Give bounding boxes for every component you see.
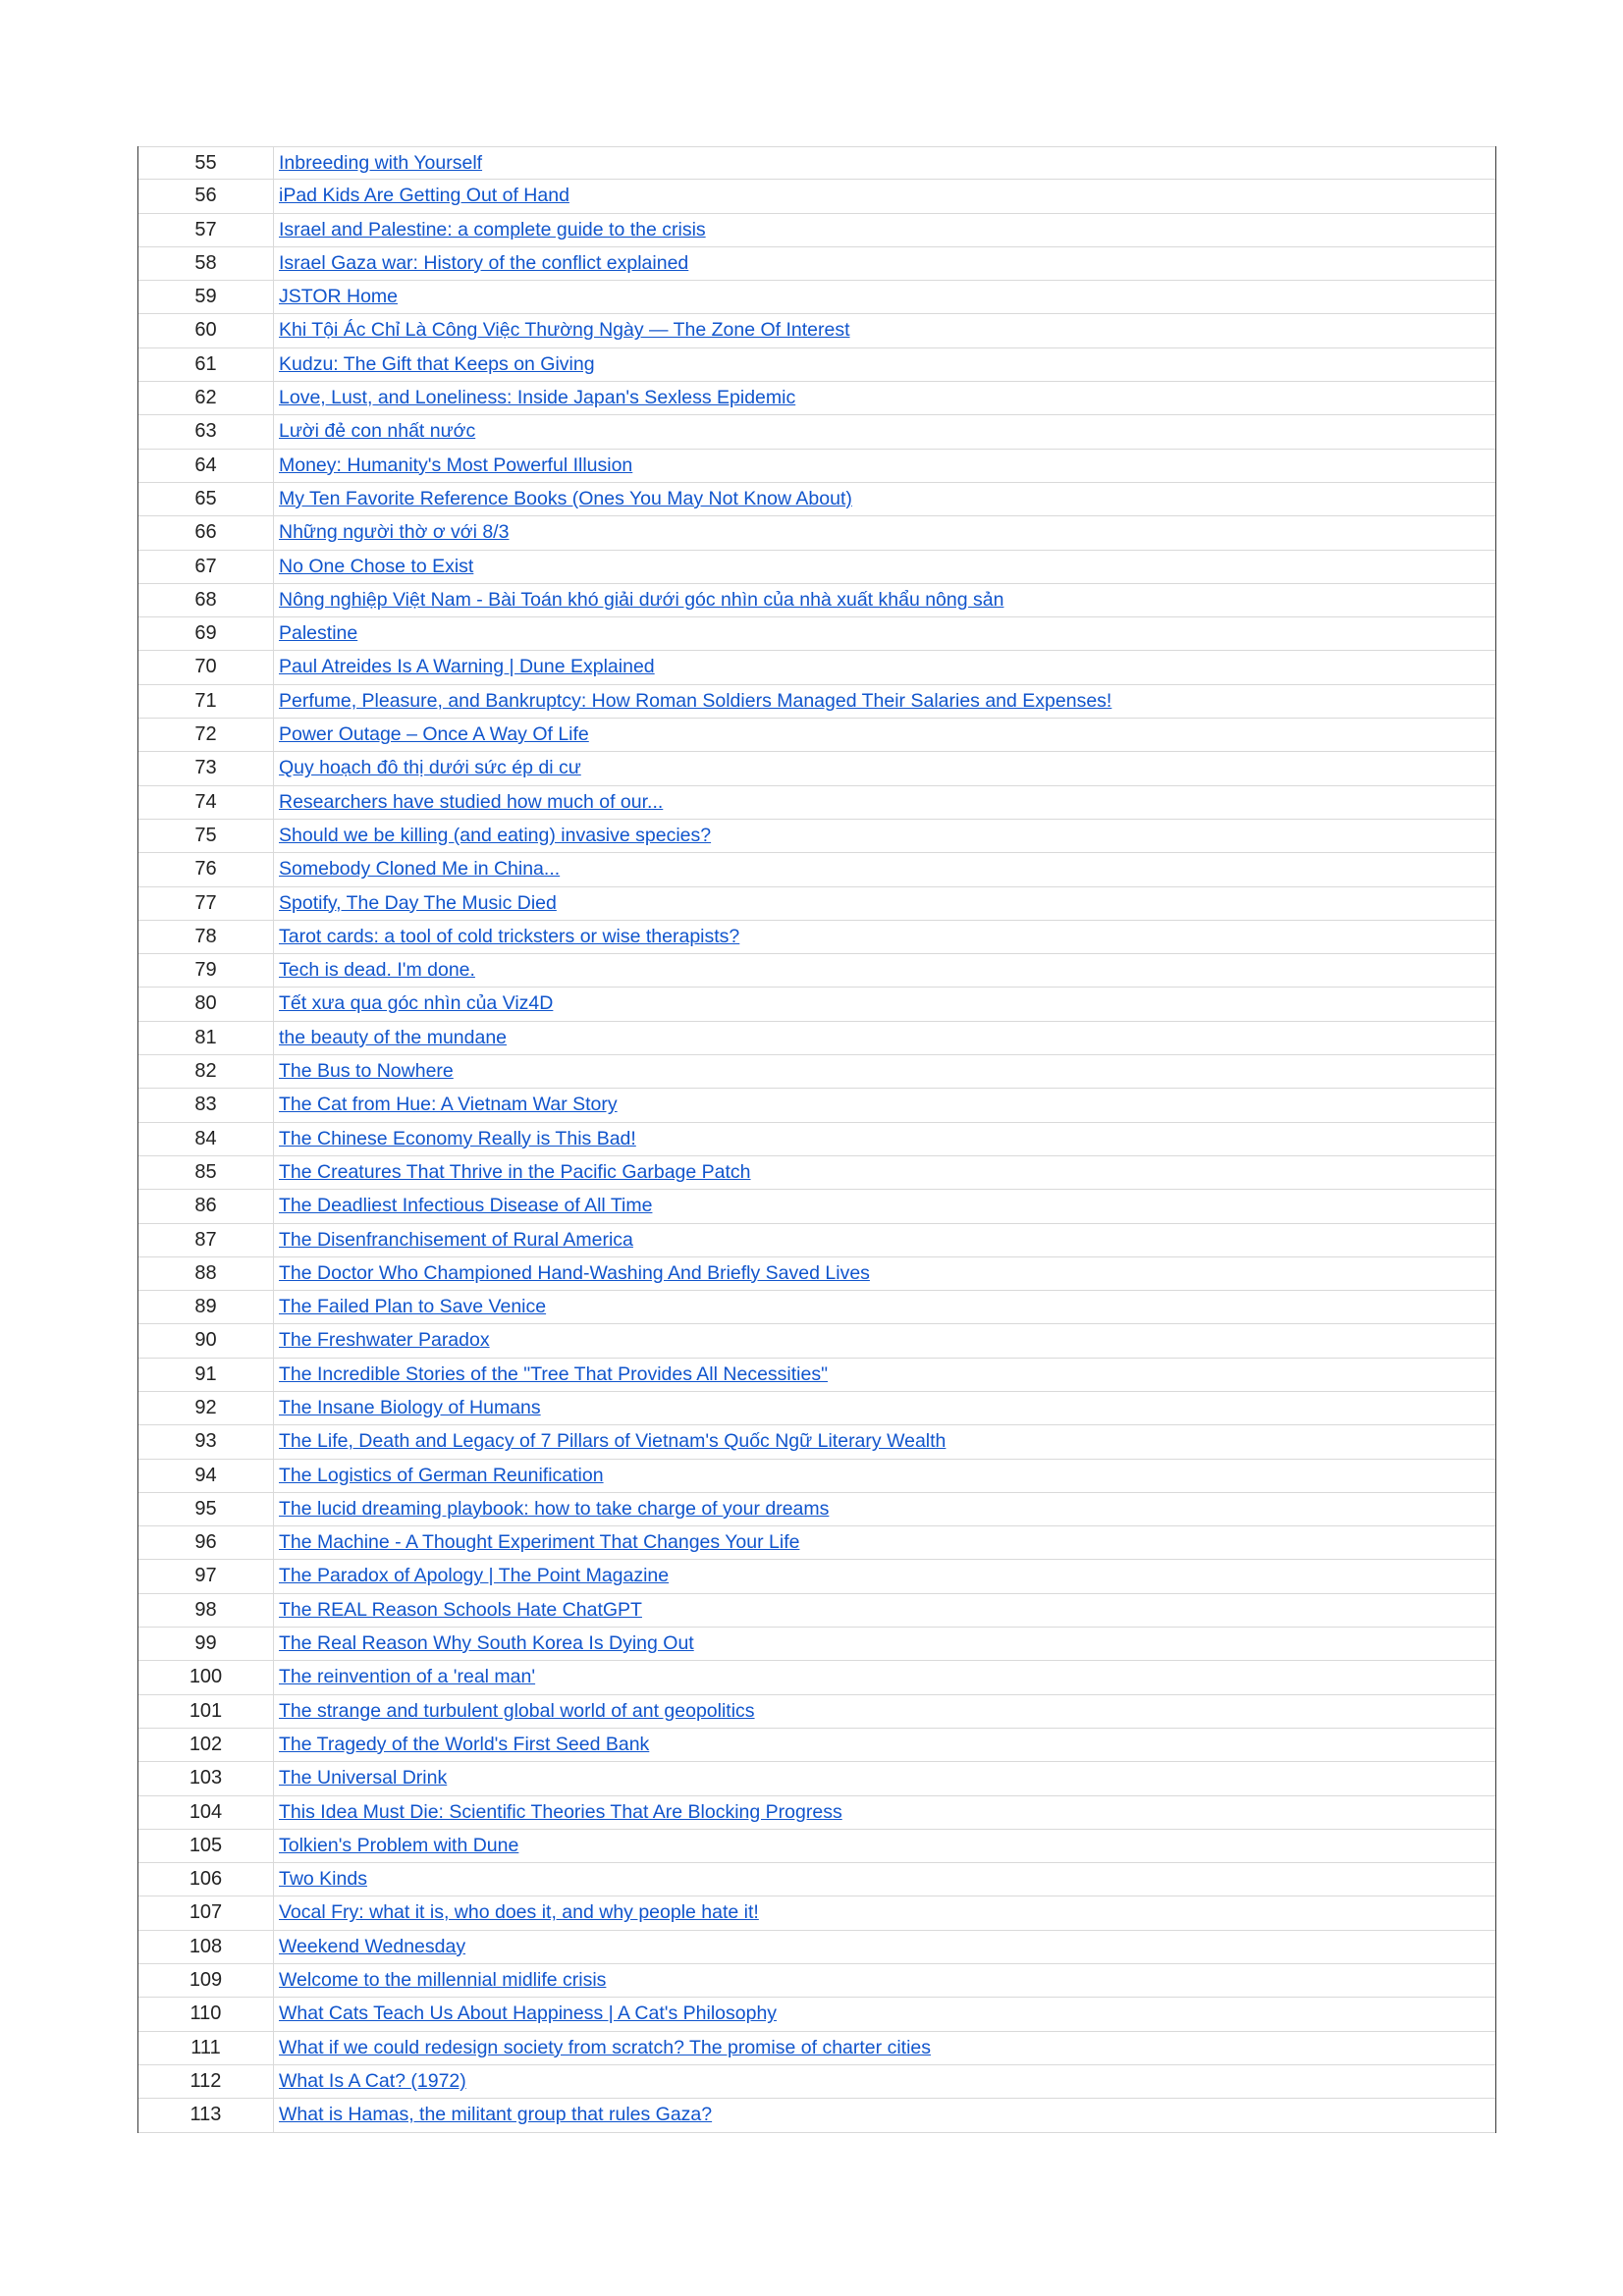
table-row	[138, 786, 1495, 820]
table-row	[138, 921, 1495, 954]
row-number: 74	[138, 786, 274, 819]
table-row	[138, 2032, 1495, 2065]
row-number: 110	[138, 1998, 274, 2030]
table-row	[138, 1224, 1495, 1257]
table-row	[138, 382, 1495, 415]
row-number: 105	[138, 1830, 274, 1862]
article-link[interactable]: Kudzu: The Gift that Keeps on Giving	[279, 352, 595, 375]
row-number: 113	[138, 2099, 274, 2131]
row-number: 68	[138, 584, 274, 616]
table-row	[138, 1324, 1495, 1358]
table-row	[138, 1830, 1495, 1863]
table-row	[138, 1863, 1495, 1896]
row-number: 85	[138, 1156, 274, 1189]
row-number: 60	[138, 314, 274, 347]
article-link[interactable]: The Universal Drink	[279, 1767, 448, 1789]
row-number: 76	[138, 853, 274, 885]
table-row	[138, 483, 1495, 516]
article-link[interactable]: What Cats Teach Us About Happiness | A Cat's Philosophy	[279, 2002, 778, 2025]
article-link[interactable]: Paul Atreides Is A Warning | Dune Explained	[279, 656, 655, 678]
row-number: 63	[138, 415, 274, 448]
table-row	[138, 1526, 1495, 1560]
table-row	[138, 617, 1495, 651]
table-row	[138, 1493, 1495, 1526]
table-row	[138, 1594, 1495, 1628]
row-number: 97	[138, 1560, 274, 1592]
row-number: 61	[138, 348, 274, 381]
row-number: 84	[138, 1123, 274, 1155]
article-link[interactable]: The Bus to Nowhere	[279, 1060, 454, 1083]
table-row	[138, 820, 1495, 853]
table-row	[138, 1964, 1495, 1998]
table-row	[138, 1123, 1495, 1156]
row-number: 112	[138, 2065, 274, 2098]
row-number: 103	[138, 1762, 274, 1794]
row-number: 89	[138, 1291, 274, 1323]
article-link[interactable]: The Insane Biology of Humans	[279, 1396, 541, 1418]
table-row	[138, 1762, 1495, 1795]
table-row	[138, 1359, 1495, 1392]
table-row	[138, 685, 1495, 719]
row-number: 106	[138, 1863, 274, 1896]
article-link[interactable]: Palestine	[279, 622, 358, 645]
row-number: 55	[138, 147, 274, 179]
article-link[interactable]: Weekend Wednesday	[279, 1935, 466, 1957]
row-number: 70	[138, 651, 274, 683]
article-link[interactable]: Tarot cards: a tool of cold tricksters or wise therapists?	[279, 925, 740, 947]
article-link[interactable]: The Life, Death and Legacy of 7 Pillars of Vietnam's Quốc Ngữ Literary Wealth	[279, 1430, 947, 1453]
row-number: 75	[138, 820, 274, 852]
table-row	[138, 1998, 1495, 2031]
row-number: 111	[138, 2032, 274, 2064]
row-number: 72	[138, 719, 274, 751]
row-number: 92	[138, 1392, 274, 1424]
row-number: 86	[138, 1190, 274, 1222]
table-row	[138, 719, 1495, 752]
article-link[interactable]: My Ten Favorite Reference Books (Ones You May Not Know About)	[279, 487, 852, 509]
article-link[interactable]: The lucid dreaming playbook: how to take charge of your dreams	[279, 1497, 830, 1520]
article-link[interactable]: The Incredible Stories of the "Tree That Provides All Necessities"	[279, 1362, 829, 1385]
row-number: 96	[138, 1526, 274, 1559]
link-table	[137, 146, 1496, 2133]
article-link[interactable]: The Machine - A Thought Experiment That Changes Your Life	[279, 1531, 800, 1554]
table-row	[138, 281, 1495, 314]
row-number: 77	[138, 887, 274, 920]
row-number: 87	[138, 1224, 274, 1256]
table-row	[138, 1257, 1495, 1291]
table-row	[138, 516, 1495, 550]
article-link[interactable]: Inbreeding with Yourself	[279, 152, 483, 174]
table-row	[138, 1156, 1495, 1190]
article-link[interactable]: The strange and turbulent global world of ant geopolitics	[279, 1699, 755, 1722]
table-row	[138, 1796, 1495, 1830]
article-link[interactable]: the beauty of the mundane	[279, 1026, 508, 1048]
article-link[interactable]: The Disenfranchisement of Rural America	[279, 1228, 633, 1251]
article-link[interactable]: The Creatures That Thrive in the Pacific Garbage Patch	[279, 1160, 751, 1183]
table-row	[138, 1560, 1495, 1593]
row-number: 80	[138, 988, 274, 1020]
row-number: 69	[138, 617, 274, 650]
article-link[interactable]: The Failed Plan to Save Venice	[279, 1296, 547, 1318]
row-number: 94	[138, 1460, 274, 1492]
article-link[interactable]: The Freshwater Paradox	[279, 1329, 490, 1352]
table-row	[138, 1931, 1495, 1964]
row-number: 78	[138, 921, 274, 953]
article-link[interactable]: Tech is dead. I'm done.	[279, 959, 475, 982]
row-number: 100	[138, 1661, 274, 1693]
article-link[interactable]: Israel and Palestine: a complete guide to the crisis	[279, 218, 706, 240]
row-number: 93	[138, 1425, 274, 1458]
row-number: 71	[138, 685, 274, 718]
article-link[interactable]: Vocal Fry: what it is, who does it, and why people hate it!	[279, 1901, 759, 1924]
article-link[interactable]: What Is A Cat? (1972)	[279, 2069, 466, 2092]
row-number: 101	[138, 1695, 274, 1728]
table-row	[138, 214, 1495, 247]
article-link[interactable]: No One Chose to Exist	[279, 555, 474, 577]
row-number: 108	[138, 1931, 274, 1963]
table-row	[138, 1896, 1495, 1930]
row-number: 107	[138, 1896, 274, 1929]
article-link[interactable]: Quy hoạch đô thị dưới sức ép di cư	[279, 757, 581, 779]
article-link[interactable]: Two Kinds	[279, 1868, 367, 1891]
row-number: 81	[138, 1022, 274, 1054]
table-row	[138, 1628, 1495, 1661]
article-link[interactable]: Money: Humanity's Most Powerful Illusion	[279, 454, 633, 476]
article-link[interactable]: The reinvention of a 'real man'	[279, 1666, 536, 1688]
table-row	[138, 1425, 1495, 1459]
row-number: 73	[138, 752, 274, 784]
article-link[interactable]: What is Hamas, the militant group that rules Gaza?	[279, 2104, 713, 2126]
article-link[interactable]: Researchers have studied how much of our...	[279, 790, 664, 813]
row-number: 66	[138, 516, 274, 549]
table-row	[138, 1291, 1495, 1324]
table-row	[138, 2065, 1495, 2099]
article-link[interactable]: This Idea Must Die: Scientific Theories That Are Blocking Progress	[279, 1800, 842, 1823]
article-link[interactable]: Nông nghiệp Việt Nam - Bài Toán khó giải dưới góc nhìn của nhà xuất khẩu nông sản	[279, 588, 1004, 611]
article-link[interactable]: Spotify, The Day The Music Died	[279, 891, 557, 914]
table-row	[138, 450, 1495, 483]
table-row	[138, 1661, 1495, 1694]
article-link[interactable]: The Deadliest Infectious Disease of All Time	[279, 1195, 653, 1217]
row-number: 88	[138, 1257, 274, 1290]
article-link[interactable]: Love, Lust, and Loneliness: Inside Japan's Sexless Epidemic	[279, 387, 796, 409]
row-number: 91	[138, 1359, 274, 1391]
table-row	[138, 954, 1495, 988]
row-number: 104	[138, 1796, 274, 1829]
table-row	[138, 1055, 1495, 1089]
article-link[interactable]: Tết xưa qua góc nhìn của Viz4D	[279, 992, 554, 1015]
row-number: 67	[138, 551, 274, 583]
table-row	[138, 1460, 1495, 1493]
article-link[interactable]: The Tragedy of the World's First Seed Bank	[279, 1733, 650, 1755]
article-link[interactable]: Should we be killing (and eating) invasive species?	[279, 824, 712, 846]
article-link[interactable]: The Paradox of Apology | The Point Magazine	[279, 1565, 670, 1587]
table-row	[138, 348, 1495, 382]
row-number: 58	[138, 247, 274, 280]
row-number: 79	[138, 954, 274, 987]
row-number: 98	[138, 1594, 274, 1627]
row-number: 62	[138, 382, 274, 414]
table-row	[138, 584, 1495, 617]
row-number: 83	[138, 1089, 274, 1121]
row-number: 102	[138, 1729, 274, 1761]
article-link[interactable]: Israel Gaza war: History of the conflict explained	[279, 251, 689, 274]
table-row	[138, 1022, 1495, 1055]
table-row	[138, 752, 1495, 785]
table-row	[138, 146, 1495, 180]
row-number: 109	[138, 1964, 274, 1997]
table-row	[138, 551, 1495, 584]
article-link[interactable]: Welcome to the millennial midlife crisis	[279, 1969, 607, 1992]
row-number: 82	[138, 1055, 274, 1088]
row-number: 90	[138, 1324, 274, 1357]
row-number: 65	[138, 483, 274, 515]
article-link[interactable]: Somebody Cloned Me in China...	[279, 858, 561, 881]
article-link[interactable]: Perfume, Pleasure, and Bankruptcy: How Roman Soldiers Managed Their Salaries and Expenses!	[279, 689, 1112, 712]
article-link[interactable]: Khi Tội Ác Chỉ Là Công Việc Thường Ngày — The Zone Of Interest	[279, 319, 850, 342]
table-row	[138, 180, 1495, 213]
article-link[interactable]: The Cat from Hue: A Vietnam War Story	[279, 1094, 618, 1116]
article-link[interactable]: The Logistics of German Reunification	[279, 1464, 604, 1486]
article-link[interactable]: The REAL Reason Schools Hate ChatGPT	[279, 1598, 642, 1621]
table-row	[138, 988, 1495, 1021]
article-link[interactable]: The Real Reason Why South Korea Is Dying Out	[279, 1632, 694, 1655]
article-link[interactable]: Tolkien's Problem with Dune	[279, 1834, 519, 1856]
article-link[interactable]: Những người thờ ơ với 8/3	[279, 521, 510, 544]
article-link[interactable]: Power Outage – Once A Way Of Life	[279, 723, 589, 746]
row-number: 99	[138, 1628, 274, 1660]
article-link[interactable]: What if we could redesign society from scratch? The promise of charter cities	[279, 2036, 931, 2058]
row-number: 56	[138, 180, 274, 212]
table-row	[138, 853, 1495, 886]
table-row	[138, 887, 1495, 921]
row-number: 95	[138, 1493, 274, 1525]
table-row	[138, 1695, 1495, 1729]
row-number: 57	[138, 214, 274, 246]
table-row	[138, 1392, 1495, 1425]
table-row	[138, 314, 1495, 347]
table-row	[138, 247, 1495, 281]
table-row	[138, 415, 1495, 449]
table-row	[138, 1190, 1495, 1223]
table-row	[138, 1729, 1495, 1762]
row-number: 64	[138, 450, 274, 482]
article-link[interactable]: iPad Kids Are Getting Out of Hand	[279, 185, 569, 207]
article-link[interactable]: The Doctor Who Championed Hand-Washing And Briefly Saved Lives	[279, 1261, 870, 1284]
article-link[interactable]: Lười đẻ con nhất nước	[279, 420, 476, 443]
article-link[interactable]: The Chinese Economy Really is This Bad!	[279, 1127, 636, 1149]
article-link[interactable]: JSTOR Home	[279, 286, 398, 308]
table-row	[138, 1089, 1495, 1122]
table-row	[138, 2099, 1495, 2132]
row-number: 59	[138, 281, 274, 313]
table-row	[138, 651, 1495, 684]
